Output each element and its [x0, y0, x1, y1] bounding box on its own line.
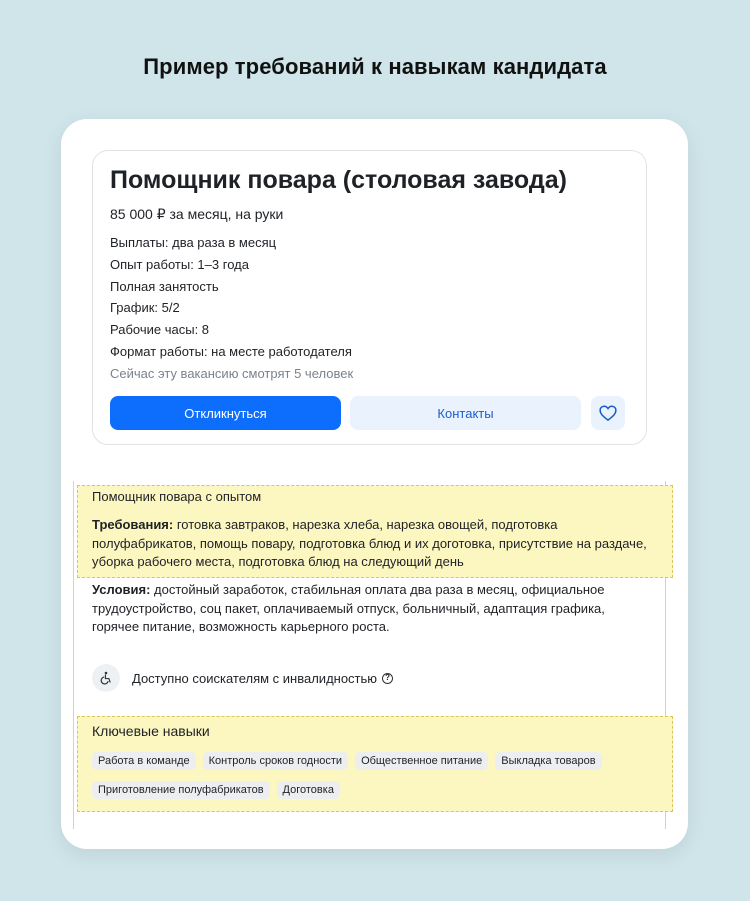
detail-employment: Полная занятость: [110, 278, 219, 294]
question-circle-icon[interactable]: ?: [382, 673, 393, 684]
accessibility-row: [92, 664, 393, 692]
conditions-line-2: трудоустройство, соц пакет, оплачиваемый отпуск, больничный, адаптация графика,: [92, 600, 605, 616]
conditions-line-3: горячее питание, возможность карьерного роста.: [92, 619, 390, 634]
description-headline: Помощник повара с опытом: [92, 489, 262, 504]
detail-schedule: График: 5/2: [110, 300, 180, 316]
vacancy-title: Помощник повара (столовая завода): [110, 166, 567, 194]
requirements-line-2: полуфабрикатов, помощь повару, подготовка блюд и их доготовка, присутствие на раздаче,: [92, 535, 647, 551]
conditions-line-1: достойный заработок, стабильная оплата два раза в месяц, официальное: [154, 582, 605, 597]
accessibility-label: Доступно соискателям с инвалидностью: [132, 670, 378, 686]
detail-experience: Опыт работы: 1–3 года: [110, 256, 249, 272]
requirements-line-3: уборка рабочего места, подготовка блюд на следующий день: [92, 554, 464, 569]
contacts-button[interactable]: Контакты: [350, 396, 581, 430]
apply-button[interactable]: Откликнуться: [110, 396, 341, 430]
requirements-line-1: готовка завтраков, нарезка хлеба, нарезка овощей, подготовка: [176, 517, 558, 532]
conditions-label: Условия:: [92, 582, 155, 597]
skill-chip: Общественное питание: [355, 752, 488, 770]
page-title: Пример требований к навыкам кандидата: [143, 54, 607, 79]
favorite-button[interactable]: [591, 396, 625, 430]
skill-chip: Работа в команде: [92, 752, 196, 770]
conditions-text: [92, 581, 647, 637]
requirements-label: Требования:: [92, 517, 177, 532]
vacancy-page-card: [61, 119, 688, 849]
skill-chip: Доготовка: [277, 781, 340, 799]
heart-icon: [599, 405, 617, 421]
skills-title: Ключевые навыки: [92, 723, 210, 739]
vacancy-details: [110, 232, 353, 385]
vacancy-summary-card: [92, 150, 647, 445]
skill-chip: Выкладка товаров: [495, 752, 601, 770]
detail-work-format: Формат работы: на месте работодателя: [110, 343, 352, 359]
vacancy-salary: 85 000 ₽ за месяц, на руки: [110, 206, 284, 222]
skills-row: [92, 781, 652, 799]
skill-chip: Контроль сроков годности: [203, 752, 348, 770]
viewers-count: Сейчас эту вакансию смотрят 5 человек: [110, 365, 354, 381]
skill-chip: Приготовление полуфабрикатов: [92, 781, 270, 799]
wheelchair-icon: [92, 664, 120, 692]
skills-row: [92, 752, 652, 770]
detail-hours: Рабочие часы: 8: [110, 322, 210, 338]
requirements-text: [92, 516, 647, 572]
detail-payments: Выплаты: два раза в месяц: [110, 235, 277, 250]
skills-list: [92, 752, 652, 810]
